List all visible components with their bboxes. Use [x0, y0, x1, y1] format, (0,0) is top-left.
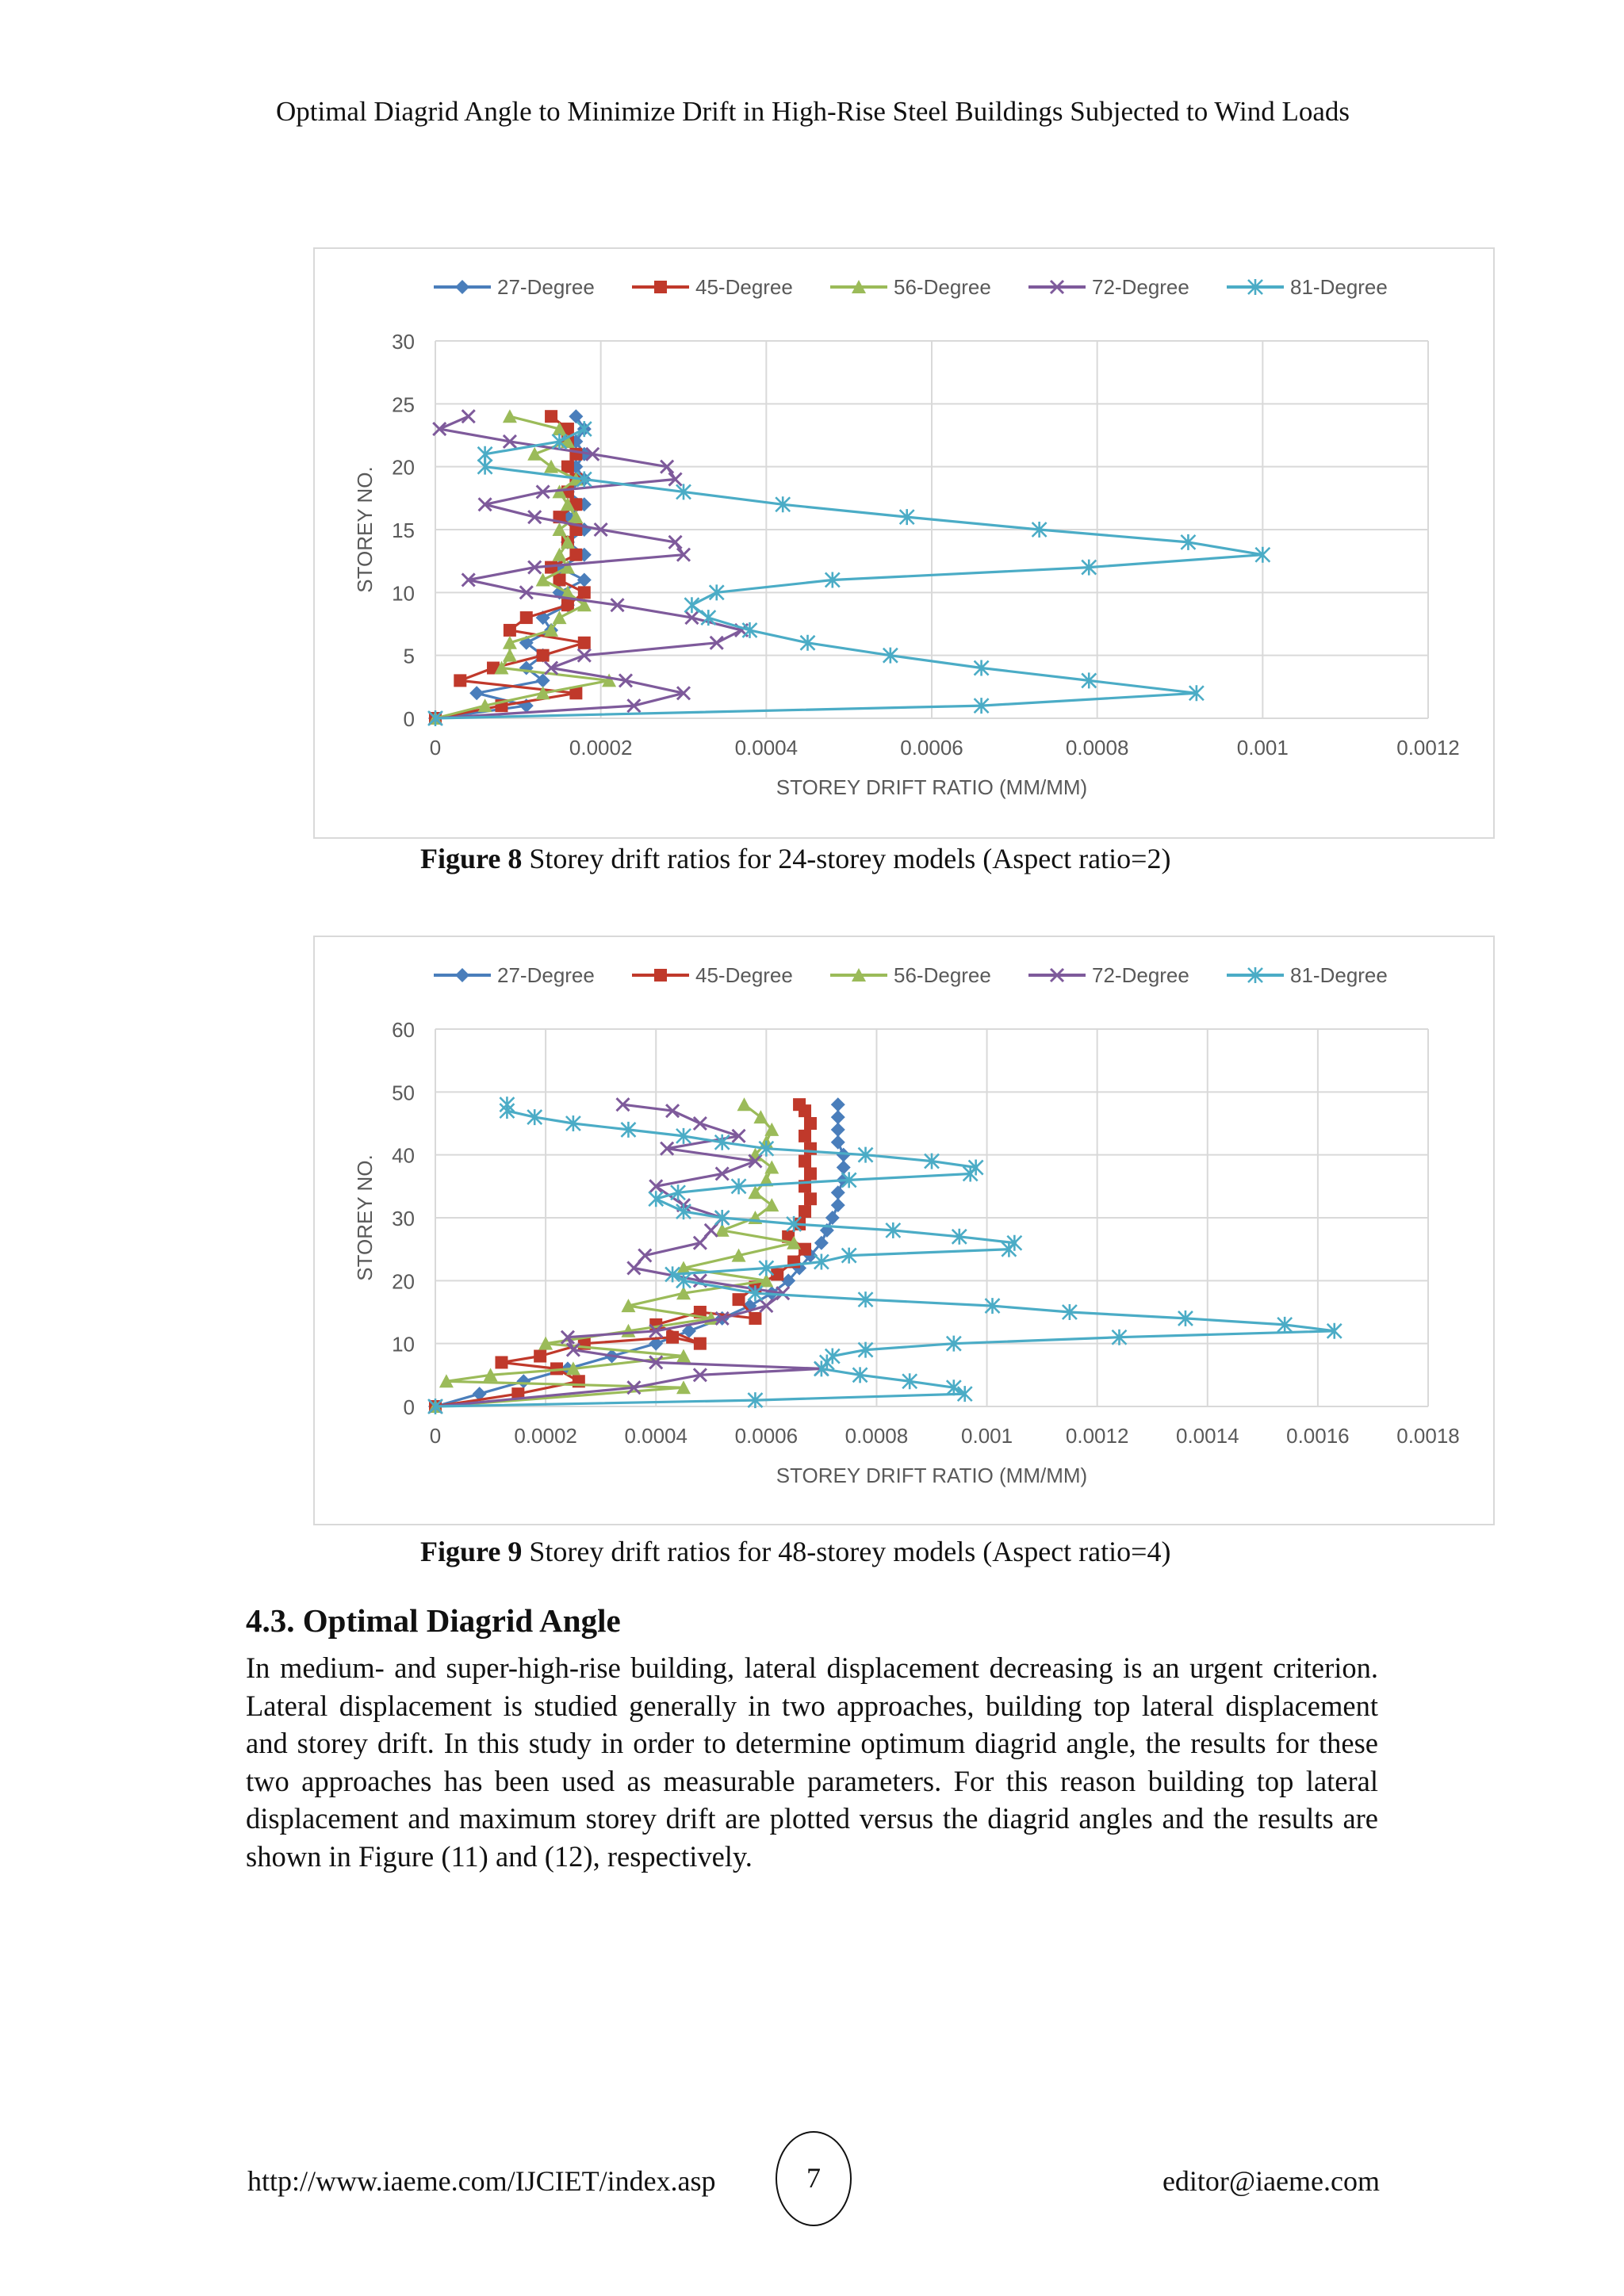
legend-marker [654, 969, 667, 982]
x-tick-label: 0.0018 [1396, 1424, 1460, 1448]
data-point [799, 1155, 811, 1168]
data-point [561, 461, 574, 473]
y-tick-label: 25 [392, 392, 415, 417]
y-tick-label: 60 [392, 1018, 415, 1042]
data-point [694, 1337, 707, 1350]
legend-entry [434, 963, 595, 987]
y-tick-label: 20 [392, 1269, 415, 1294]
data-point [516, 1374, 530, 1388]
legend-entry [434, 275, 595, 299]
page-number: 7 [776, 2131, 852, 2226]
figure-9-chart [313, 936, 1495, 1525]
x-tick-label: 0.0004 [734, 736, 799, 760]
legend-entry [1227, 275, 1388, 299]
data-point [733, 1293, 745, 1306]
x-tick-label: 0.0006 [734, 1424, 799, 1448]
figure-9-caption-text: Storey drift ratios for 48-storey models (Aspect ratio=4) [522, 1536, 1171, 1567]
data-point [577, 572, 592, 587]
data-point [527, 447, 542, 461]
y-tick-label: 5 [403, 644, 415, 668]
x-tick-label: 0.0006 [900, 736, 963, 760]
legend-marker [455, 280, 469, 294]
y-tick-label: 10 [392, 1332, 415, 1357]
x-tick-label: 0.0004 [624, 1424, 688, 1448]
x-tick-label: 0.0008 [845, 1424, 909, 1448]
x-tick-label: 0.001 [961, 1424, 1013, 1448]
data-point [649, 1191, 663, 1207]
legend-entry [1227, 963, 1388, 987]
data-point [694, 1117, 707, 1130]
legend-label: 81-Degree [1290, 275, 1388, 299]
x-axis-title: STOREY DRIFT RATIO (MM/MM) [776, 775, 1088, 799]
data-point [737, 1097, 752, 1111]
x-tick-label: 0.0014 [1176, 1424, 1239, 1448]
x-tick-label: 0.0016 [1286, 1424, 1350, 1448]
y-tick-label: 30 [392, 330, 415, 354]
data-point [804, 1167, 817, 1180]
section-heading: 4.3. Optimal Diagrid Angle [246, 1602, 621, 1639]
figure-9-caption [420, 1535, 1170, 1568]
data-point [825, 1211, 840, 1225]
data-point [701, 610, 715, 626]
y-tick-label: 0 [403, 1395, 415, 1419]
legend-label: 27-Degree [497, 963, 595, 987]
data-point [804, 1117, 817, 1130]
footer-url-link[interactable]: http://www.iaeme.com/IJCIET/index.asp [247, 2165, 716, 2197]
x-tick-label: 0 [429, 1424, 442, 1448]
x-tick-label: 0.001 [1236, 736, 1289, 760]
x-tick-label: 0.0002 [514, 1424, 577, 1448]
data-point [793, 1098, 806, 1111]
legend-entry [830, 275, 991, 299]
data-point [454, 674, 466, 687]
legend-entry [1028, 963, 1189, 987]
legend-entry [830, 963, 991, 987]
y-axis-title: STOREY NO. [353, 1154, 377, 1281]
data-point [799, 1130, 811, 1142]
data-point [545, 410, 557, 423]
figure-9-plot [315, 937, 1496, 1527]
data-point [799, 1205, 811, 1218]
data-point [804, 1142, 817, 1155]
legend-label: 56-Degree [894, 275, 991, 299]
data-point [534, 1350, 546, 1363]
data-point [504, 624, 516, 637]
data-point [503, 409, 517, 423]
x-tick-label: 0.0012 [1065, 1424, 1129, 1448]
y-tick-label: 20 [392, 455, 415, 480]
legend-entry [632, 275, 793, 299]
legend-marker [455, 968, 469, 982]
x-tick-label: 0 [429, 736, 442, 760]
figure-8-label: Figure 8 [420, 843, 523, 874]
data-point [666, 1331, 679, 1344]
data-point [831, 1198, 845, 1212]
legend-entry [632, 963, 793, 987]
legend-label: 45-Degree [695, 275, 793, 299]
running-title: Optimal Diagrid Angle to Minimize Drift in High-Rise Steel Buildings Subjected to Wind Loads [275, 96, 1350, 127]
legend-entry [1028, 275, 1189, 299]
y-tick-label: 30 [392, 1207, 415, 1230]
series-line [435, 1104, 1335, 1406]
data-point [495, 1356, 508, 1368]
data-point [537, 649, 550, 662]
legend-label: 81-Degree [1290, 963, 1388, 987]
data-point [469, 686, 484, 700]
data-point [804, 1192, 817, 1205]
legend-label: 72-Degree [1092, 275, 1189, 299]
data-point [831, 1135, 845, 1150]
data-point [749, 1312, 761, 1325]
x-axis-title: STOREY DRIFT RATIO (MM/MM) [776, 1464, 1088, 1487]
data-point [553, 573, 566, 586]
data-point [520, 611, 533, 624]
x-tick-label: 0.0012 [1396, 736, 1460, 760]
legend-label: 72-Degree [1092, 963, 1189, 987]
data-point [578, 586, 591, 599]
data-point [705, 1224, 718, 1237]
x-tick-label: 0.0002 [569, 736, 633, 760]
y-tick-label: 40 [392, 1143, 415, 1168]
figure-8-caption [420, 842, 1170, 875]
data-point [831, 1097, 845, 1112]
x-tick-label: 0.0008 [1065, 736, 1129, 760]
legend-label: 56-Degree [894, 963, 991, 987]
y-tick-label: 10 [392, 581, 415, 606]
y-tick-label: 15 [392, 519, 415, 542]
figure-8-plot [315, 249, 1496, 840]
footer-email-link[interactable]: editor@iaeme.com [1162, 2165, 1380, 2197]
y-axis-title: STOREY NO. [353, 466, 377, 593]
data-point [831, 1123, 845, 1137]
data-point [569, 409, 583, 423]
data-point [536, 572, 550, 586]
y-tick-label: 0 [403, 707, 415, 731]
figure-8-caption-text: Storey drift ratios for 24-storey models (Aspect ratio=2) [522, 843, 1171, 874]
legend-label: 45-Degree [695, 963, 793, 987]
data-point [684, 597, 699, 613]
legend-label: 27-Degree [497, 275, 595, 299]
data-point [831, 1110, 845, 1124]
data-point [831, 1185, 845, 1200]
figure-9-label: Figure 9 [420, 1536, 523, 1567]
data-point [578, 637, 591, 649]
data-point [569, 549, 582, 561]
data-point [462, 410, 475, 423]
figure-8-chart [313, 247, 1495, 839]
y-tick-label: 50 [392, 1081, 415, 1105]
section-paragraph: In medium- and super-high-rise building, lateral displacement decreasing is an urgent criterion. Lateral displacement is studied generally in two approaches, building top lateral displacement and storey drift. In this study in order to determine optimum diagrid angle, the results for these two approaches has been used as measurable parameters. For this reason building top lateral displacement and maximum storey drift are plotted versus the diagrid angles and the results are shown in Figure (11) and (12), respectively. [246, 1651, 1378, 1873]
data-point [553, 548, 567, 561]
data-point [561, 599, 574, 611]
legend-marker [654, 281, 667, 293]
